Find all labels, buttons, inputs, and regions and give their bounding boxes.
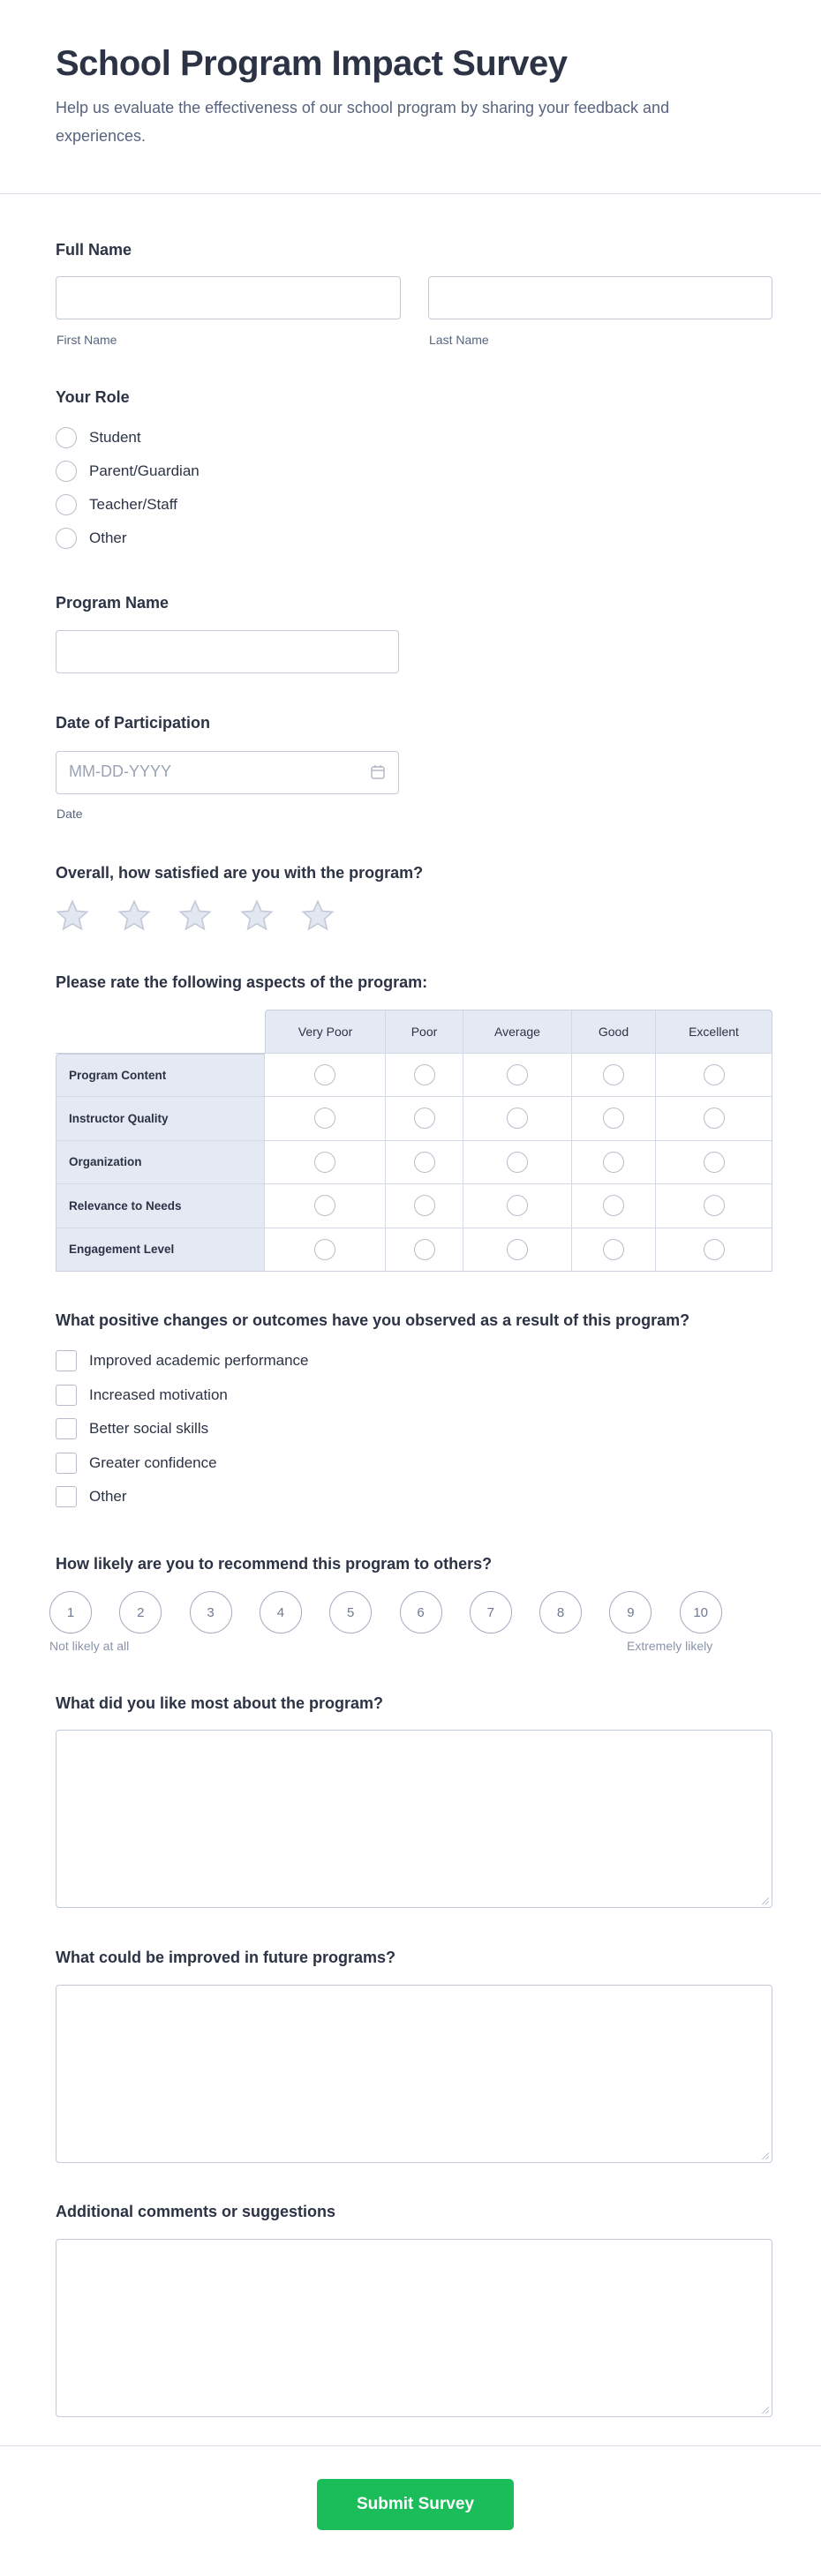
radio-button[interactable] bbox=[704, 1239, 725, 1260]
role-option-label: Parent/Guardian bbox=[89, 462, 200, 479]
improve-label: What could be improved in future programs? bbox=[56, 1949, 396, 1966]
radio-button[interactable] bbox=[56, 461, 77, 482]
matrix-cell[interactable] bbox=[572, 1141, 656, 1185]
star-icon[interactable] bbox=[239, 898, 275, 934]
matrix-cell[interactable] bbox=[265, 1097, 386, 1141]
page-title: School Program Impact Survey bbox=[56, 44, 568, 83]
recommend-option[interactable]: 4 bbox=[260, 1591, 302, 1633]
comments-textarea[interactable] bbox=[56, 2239, 772, 2417]
date-input[interactable] bbox=[56, 751, 399, 794]
outcome-option-label: Other bbox=[89, 1488, 127, 1505]
outcomes-label: What positive changes or outcomes have you observed as a result of this program? bbox=[56, 1311, 690, 1329]
star-icon[interactable] bbox=[55, 898, 90, 934]
outcome-option[interactable] bbox=[56, 1485, 127, 1508]
radio-button[interactable] bbox=[603, 1064, 624, 1085]
outcome-option[interactable] bbox=[56, 1349, 309, 1372]
matrix-cell[interactable] bbox=[265, 1184, 386, 1228]
satisfaction-label: Overall, how satisfied are you with the program? bbox=[56, 864, 424, 882]
recommend-option[interactable]: 9 bbox=[609, 1591, 652, 1633]
radio-button[interactable] bbox=[314, 1152, 335, 1173]
recommend-option[interactable]: 6 bbox=[400, 1591, 442, 1633]
matrix-row bbox=[56, 1228, 772, 1273]
last-name-sublabel: Last Name bbox=[429, 333, 489, 347]
radio-button[interactable] bbox=[56, 494, 77, 515]
role-option[interactable] bbox=[56, 493, 177, 516]
matrix-cell[interactable] bbox=[386, 1141, 463, 1185]
radio-button[interactable] bbox=[414, 1239, 435, 1260]
radio-button[interactable] bbox=[414, 1064, 435, 1085]
matrix-cell[interactable] bbox=[656, 1141, 772, 1185]
matrix-cell[interactable] bbox=[265, 1228, 386, 1273]
outcome-option-label: Increased motivation bbox=[89, 1386, 228, 1403]
radio-button[interactable] bbox=[314, 1239, 335, 1260]
radio-button[interactable] bbox=[704, 1195, 725, 1216]
role-option-label: Teacher/Staff bbox=[89, 496, 177, 513]
star-icon[interactable] bbox=[300, 898, 335, 934]
matrix-cell[interactable] bbox=[572, 1097, 656, 1141]
recommend-option[interactable]: 3 bbox=[190, 1591, 232, 1633]
recommend-high-label: Extremely likely bbox=[627, 1639, 713, 1653]
matrix-column-header: Good bbox=[572, 1010, 656, 1054]
matrix-row-label: Relevance to Needs bbox=[56, 1184, 265, 1228]
matrix-cell[interactable] bbox=[386, 1054, 463, 1098]
matrix-row bbox=[56, 1184, 772, 1228]
radio-button[interactable] bbox=[56, 427, 77, 448]
outcome-option[interactable] bbox=[56, 1452, 217, 1475]
role-option[interactable] bbox=[56, 426, 141, 449]
radio-button[interactable] bbox=[414, 1195, 435, 1216]
matrix-column-header: Poor bbox=[386, 1010, 463, 1054]
matrix-cell[interactable] bbox=[386, 1184, 463, 1228]
role-option[interactable] bbox=[56, 527, 127, 550]
date-label: Date of Participation bbox=[56, 714, 211, 732]
radio-button[interactable] bbox=[414, 1152, 435, 1173]
program-name-label: Program Name bbox=[56, 594, 169, 612]
checkbox[interactable] bbox=[56, 1350, 77, 1371]
improve-textarea[interactable] bbox=[56, 1985, 772, 2163]
radio-button[interactable] bbox=[507, 1108, 528, 1129]
resize-handle-icon[interactable] bbox=[762, 2152, 769, 2159]
submit-button[interactable]: Submit Survey bbox=[317, 2479, 514, 2530]
role-option-label: Other bbox=[89, 529, 127, 546]
rating-matrix bbox=[56, 1010, 772, 1272]
matrix-column-header: Very Poor bbox=[265, 1010, 386, 1054]
matrix-cell[interactable] bbox=[656, 1097, 772, 1141]
radio-button[interactable] bbox=[603, 1195, 624, 1216]
radio-button[interactable] bbox=[414, 1108, 435, 1129]
matrix-cell[interactable] bbox=[463, 1141, 572, 1185]
matrix-row-label: Engagement Level bbox=[56, 1228, 265, 1273]
radio-button[interactable] bbox=[603, 1152, 624, 1173]
matrix-row bbox=[56, 1097, 772, 1141]
recommend-option[interactable]: 8 bbox=[539, 1591, 582, 1633]
matrix-row bbox=[56, 1054, 772, 1098]
checkbox[interactable] bbox=[56, 1418, 77, 1439]
matrix-row-label: Organization bbox=[56, 1141, 265, 1185]
header-divider bbox=[0, 193, 821, 194]
radio-button[interactable] bbox=[603, 1108, 624, 1129]
date-sublabel: Date bbox=[56, 807, 83, 821]
footer-divider bbox=[0, 2445, 821, 2446]
matrix-cell[interactable] bbox=[572, 1054, 656, 1098]
recommend-option[interactable]: 2 bbox=[119, 1591, 162, 1633]
checkbox[interactable] bbox=[56, 1453, 77, 1474]
checkbox[interactable] bbox=[56, 1486, 77, 1507]
recommend-low-label: Not likely at all bbox=[49, 1639, 130, 1653]
calendar-icon[interactable] bbox=[370, 764, 386, 780]
matrix-cell[interactable] bbox=[463, 1097, 572, 1141]
role-option[interactable] bbox=[56, 460, 200, 483]
matrix-cell[interactable] bbox=[656, 1184, 772, 1228]
matrix-cell[interactable] bbox=[265, 1054, 386, 1098]
recommend-label: How likely are you to recommend this program to others? bbox=[56, 1555, 493, 1573]
checkbox[interactable] bbox=[56, 1385, 77, 1406]
liked-label: What did you like most about the program? bbox=[56, 1694, 384, 1712]
matrix-row-label: Instructor Quality bbox=[56, 1097, 265, 1141]
matrix-column-header: Excellent bbox=[656, 1010, 772, 1054]
radio-button[interactable] bbox=[603, 1239, 624, 1260]
outcome-option[interactable] bbox=[56, 1417, 208, 1440]
matrix-column-header: Average bbox=[463, 1010, 572, 1054]
resize-handle-icon[interactable] bbox=[762, 1897, 769, 1904]
radio-button[interactable] bbox=[507, 1064, 528, 1085]
star-icon[interactable] bbox=[177, 898, 213, 934]
last-name-input[interactable] bbox=[428, 276, 772, 319]
radio-button[interactable] bbox=[704, 1108, 725, 1129]
matrix-cell[interactable] bbox=[463, 1054, 572, 1098]
outcome-option-label: Better social skills bbox=[89, 1420, 209, 1437]
first-name-sublabel: First Name bbox=[56, 333, 117, 347]
star-icon[interactable] bbox=[117, 898, 152, 934]
radio-button[interactable] bbox=[314, 1108, 335, 1129]
role-label: Your Role bbox=[56, 388, 130, 406]
liked-textarea[interactable] bbox=[56, 1730, 772, 1908]
page-subtitle: Help us evaluate the effectiveness of our school program by sharing your feedback and experiences. bbox=[56, 99, 670, 145]
recommend-option[interactable]: 5 bbox=[329, 1591, 372, 1633]
matrix-cell[interactable] bbox=[572, 1228, 656, 1273]
first-name-input[interactable] bbox=[56, 276, 401, 319]
comments-label: Additional comments or suggestions bbox=[56, 2203, 336, 2220]
resize-handle-icon[interactable] bbox=[762, 2407, 769, 2414]
recommend-option[interactable]: 1 bbox=[49, 1591, 92, 1633]
recommend-option[interactable]: 10 bbox=[680, 1591, 722, 1633]
matrix-label: Please rate the following aspects of the program: bbox=[56, 973, 428, 991]
outcome-option[interactable] bbox=[56, 1384, 228, 1407]
radio-button[interactable] bbox=[507, 1152, 528, 1173]
program-name-input[interactable] bbox=[56, 630, 399, 673]
matrix-row bbox=[56, 1141, 772, 1185]
matrix-cell[interactable] bbox=[265, 1141, 386, 1185]
outcome-option-label: Greater confidence bbox=[89, 1454, 217, 1471]
role-option-label: Student bbox=[89, 429, 141, 446]
matrix-cell[interactable] bbox=[572, 1184, 656, 1228]
date-placeholder: MM-DD-YYYY bbox=[69, 762, 171, 780]
matrix-cell[interactable] bbox=[386, 1097, 463, 1141]
matrix-row-label: Program Content bbox=[56, 1054, 265, 1098]
outcome-option-label: Improved academic performance bbox=[89, 1352, 309, 1369]
radio-button[interactable] bbox=[507, 1195, 528, 1216]
radio-button[interactable] bbox=[704, 1152, 725, 1173]
full-name-label: Full Name bbox=[56, 241, 132, 259]
radio-button[interactable] bbox=[56, 528, 77, 549]
matrix-corner bbox=[56, 1010, 265, 1054]
radio-button[interactable] bbox=[507, 1239, 528, 1260]
radio-button[interactable] bbox=[314, 1195, 335, 1216]
matrix-cell[interactable] bbox=[386, 1228, 463, 1273]
recommend-option[interactable]: 7 bbox=[470, 1591, 512, 1633]
matrix-cell[interactable] bbox=[463, 1184, 572, 1228]
radio-button[interactable] bbox=[314, 1064, 335, 1085]
radio-button[interactable] bbox=[704, 1064, 725, 1085]
matrix-cell[interactable] bbox=[656, 1228, 772, 1273]
matrix-cell[interactable] bbox=[656, 1054, 772, 1098]
matrix-cell[interactable] bbox=[463, 1228, 572, 1273]
